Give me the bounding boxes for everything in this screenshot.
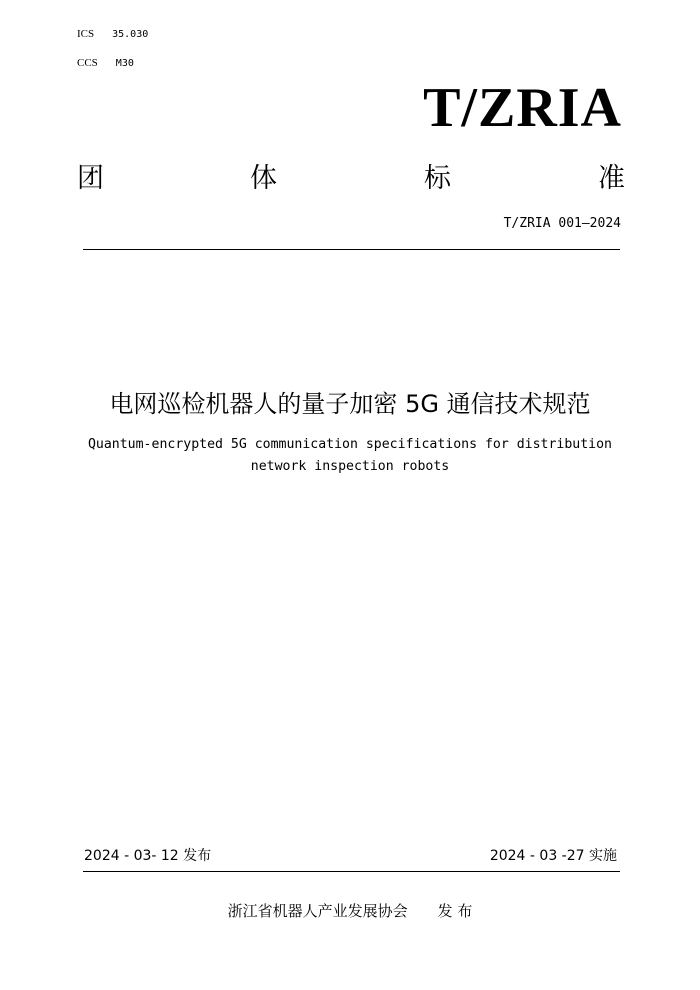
ics-value: 35.030 bbox=[112, 29, 149, 40]
standard-kind-char: 标 bbox=[424, 163, 451, 194]
ccs-label: CCS bbox=[77, 57, 98, 69]
standard-logo: T/ZRIA bbox=[423, 77, 622, 139]
title-english-line2: network inspection robots bbox=[250, 459, 450, 474]
implementation-date: 2024 - 03 -27 实施 bbox=[489, 848, 617, 864]
standard-kind-char: 准 bbox=[598, 163, 625, 194]
ccs-line bbox=[77, 57, 134, 69]
standard-kind-char: 团 bbox=[77, 163, 104, 194]
publisher-line bbox=[0, 900, 700, 921]
publisher-name: 浙江省机器人产业发展协会 bbox=[227, 902, 408, 920]
issue-date: 2024 - 03- 12 发布 bbox=[84, 848, 212, 864]
header-divider bbox=[83, 249, 620, 250]
footer-divider bbox=[83, 871, 620, 872]
standard-kind-char: 体 bbox=[250, 163, 277, 194]
standard-code: T/ZRIA 001—2024 bbox=[503, 216, 621, 231]
ccs-value: M30 bbox=[115, 58, 134, 69]
publish-label: 发 布 bbox=[437, 902, 473, 920]
title-english-line1: Quantum-encrypted 5G communication specifications for distribution bbox=[87, 437, 612, 452]
title-chinese: 电网巡检机器人的量子加密 5G 通信技术规范 bbox=[109, 390, 591, 418]
ics-line bbox=[77, 28, 148, 40]
ics-label: ICS bbox=[77, 28, 95, 40]
